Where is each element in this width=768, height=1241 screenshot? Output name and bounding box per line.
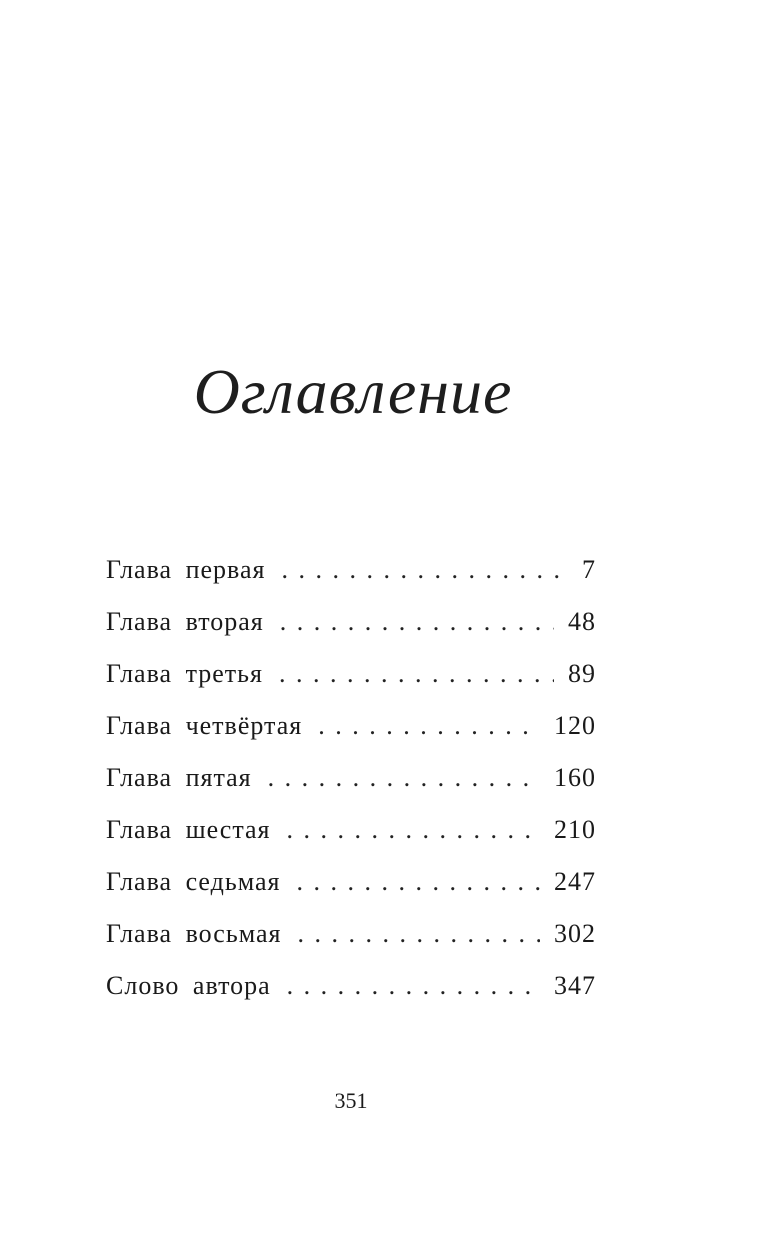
table-of-contents bbox=[106, 544, 596, 1012]
page-number: 351 bbox=[334, 1088, 368, 1113]
dot-leader bbox=[296, 856, 540, 908]
toc-entry-page: 160 bbox=[554, 763, 596, 792]
toc-entry bbox=[106, 752, 596, 804]
toc-entry-page: 247 bbox=[554, 867, 596, 896]
toc-entry-page: 48 bbox=[568, 607, 596, 636]
toc-entry-page: 7 bbox=[582, 555, 596, 584]
toc-entry bbox=[106, 544, 596, 596]
dot-leader bbox=[318, 700, 540, 752]
toc-entry bbox=[106, 856, 596, 908]
dot-leader bbox=[287, 960, 540, 1012]
toc-entry-label: Глава восьмая bbox=[106, 919, 282, 948]
toc-entry-label: Глава четвёртая bbox=[106, 711, 303, 740]
toc-entry-label: Глава первая bbox=[106, 555, 266, 584]
page-title: Оглавление bbox=[193, 356, 513, 427]
toc-entry bbox=[106, 960, 596, 1012]
toc-entry bbox=[106, 596, 596, 648]
toc-entry-page: 347 bbox=[554, 971, 596, 1000]
toc-entry-page: 302 bbox=[554, 919, 596, 948]
dot-leader bbox=[279, 648, 554, 700]
toc-entry-page: 120 bbox=[554, 711, 596, 740]
toc-entry bbox=[106, 648, 596, 700]
toc-entry-label: Глава третья bbox=[106, 659, 263, 688]
toc-entry-label: Глава шестая bbox=[106, 815, 271, 844]
toc-entry-label: Слово автора bbox=[106, 971, 271, 1000]
toc-entry-page: 210 bbox=[554, 815, 596, 844]
toc-entry-label: Глава вторая bbox=[106, 607, 264, 636]
dot-leader bbox=[280, 596, 554, 648]
toc-entry-page: 89 bbox=[568, 659, 596, 688]
toc-entry bbox=[106, 908, 596, 960]
dot-leader bbox=[287, 804, 541, 856]
toc-entry-label: Глава седьмая bbox=[106, 867, 281, 896]
dot-leader bbox=[268, 752, 540, 804]
toc-entry-label: Глава пятая bbox=[106, 763, 252, 792]
toc-entry bbox=[106, 700, 596, 752]
dot-leader bbox=[297, 908, 540, 960]
toc-entry bbox=[106, 804, 596, 856]
dot-leader bbox=[281, 544, 566, 596]
